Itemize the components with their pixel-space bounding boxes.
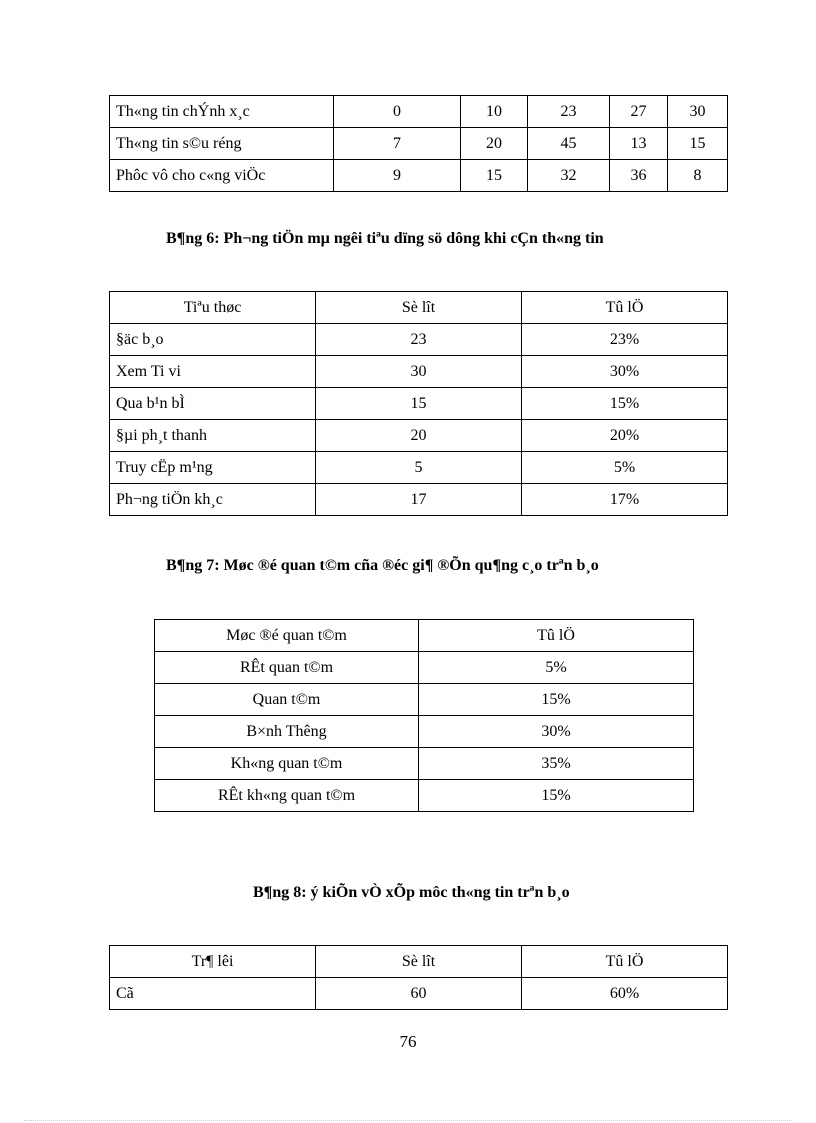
table-row (110, 160, 728, 192)
table-row (110, 420, 728, 452)
table-header-row (110, 292, 728, 324)
row-label: RÊt quan t©m (155, 652, 419, 684)
table-cell: 15 (316, 388, 522, 420)
column-header: Tû lÖ (522, 292, 728, 324)
table-cell: 20 (461, 128, 528, 160)
row-label: Kh«ng quan t©m (155, 748, 419, 780)
column-header: Tr¶ lêi (110, 946, 316, 978)
table-cell: 0 (334, 96, 461, 128)
table-7-caption: B¶ng 7: Møc ®é quan t©m cña ®éc gi¶ ®Õn qu¶ng c¸o trªn b¸o (166, 557, 599, 574)
table-cell: 30% (522, 356, 728, 388)
table-8-caption: B¶ng 8: ý kiÕn vÒ xÕp môc th«ng tin trªn b¸o (253, 884, 570, 901)
table-row (110, 128, 728, 160)
table-cell: 60% (522, 978, 728, 1010)
column-header: Tiªu thøc (110, 292, 316, 324)
table-row (155, 652, 694, 684)
page-bottom-divider (24, 1120, 792, 1121)
table-cell: 23 (316, 324, 522, 356)
table-row (110, 484, 728, 516)
table-cell: 15% (419, 780, 694, 812)
table-cell: 32 (528, 160, 610, 192)
table-cell: 5% (522, 452, 728, 484)
column-header: Tû lÖ (419, 620, 694, 652)
table-cell: 10 (461, 96, 528, 128)
column-header: Sè lît (316, 292, 522, 324)
page-number: 76 (399, 1032, 417, 1051)
row-label: Truy cËp m¹ng (110, 452, 316, 484)
table-cell: 30 (316, 356, 522, 388)
table-row (110, 978, 728, 1010)
table-header-row (110, 946, 728, 978)
table-cell: 23 (528, 96, 610, 128)
table-5-continued (109, 95, 728, 192)
row-label: Qua b¹n bÌ (110, 388, 316, 420)
table-header-row (155, 620, 694, 652)
table-cell: 36 (610, 160, 668, 192)
table-cell: 8 (668, 160, 728, 192)
table-row (110, 96, 728, 128)
table-cell: 15 (461, 160, 528, 192)
table-cell: 23% (522, 324, 728, 356)
table-cell: 15 (668, 128, 728, 160)
row-label: Cã (110, 978, 316, 1010)
table-cell: 9 (334, 160, 461, 192)
table-row (155, 748, 694, 780)
row-label: Th«ng tin s©u réng (110, 128, 334, 160)
table-cell: 30% (419, 716, 694, 748)
table-cell: 15% (419, 684, 694, 716)
column-header: Sè lît (316, 946, 522, 978)
row-label: §µi ph¸t thanh (110, 420, 316, 452)
table-cell: 13 (610, 128, 668, 160)
table-row (155, 684, 694, 716)
column-header: Tû lÖ (522, 946, 728, 978)
table-row (110, 452, 728, 484)
row-label: Ph¬ng tiÖn kh¸c (110, 484, 316, 516)
table-row (110, 388, 728, 420)
table-row (110, 356, 728, 388)
table-cell: 27 (610, 96, 668, 128)
row-label: Phôc vô cho c«ng viÖc (110, 160, 334, 192)
table-cell: 20 (316, 420, 522, 452)
table-cell: 17% (522, 484, 728, 516)
row-label: §äc b¸o (110, 324, 316, 356)
table-cell: 45 (528, 128, 610, 160)
table-cell: 35% (419, 748, 694, 780)
table-cell: 15% (522, 388, 728, 420)
table-cell: 17 (316, 484, 522, 516)
table-cell: 5% (419, 652, 694, 684)
table-6-caption: B¶ng 6: Ph¬ng tiÖn mµ ngêi tiªu dïng sö dông khi cÇn th«ng tin (166, 230, 604, 247)
column-header: Møc ®é quan t©m (155, 620, 419, 652)
table-6 (109, 291, 728, 516)
table-row (155, 780, 694, 812)
row-label: RÊt kh«ng quan t©m (155, 780, 419, 812)
row-label: B×nh Thêng (155, 716, 419, 748)
row-label: Th«ng tin chÝnh x¸c (110, 96, 334, 128)
table-row (110, 324, 728, 356)
table-7 (154, 619, 694, 812)
table-cell: 60 (316, 978, 522, 1010)
table-cell: 30 (668, 96, 728, 128)
table-cell: 7 (334, 128, 461, 160)
row-label: Xem Ti vi (110, 356, 316, 388)
row-label: Quan t©m (155, 684, 419, 716)
table-cell: 5 (316, 452, 522, 484)
table-row (155, 716, 694, 748)
table-8 (109, 945, 728, 1010)
table-cell: 20% (522, 420, 728, 452)
